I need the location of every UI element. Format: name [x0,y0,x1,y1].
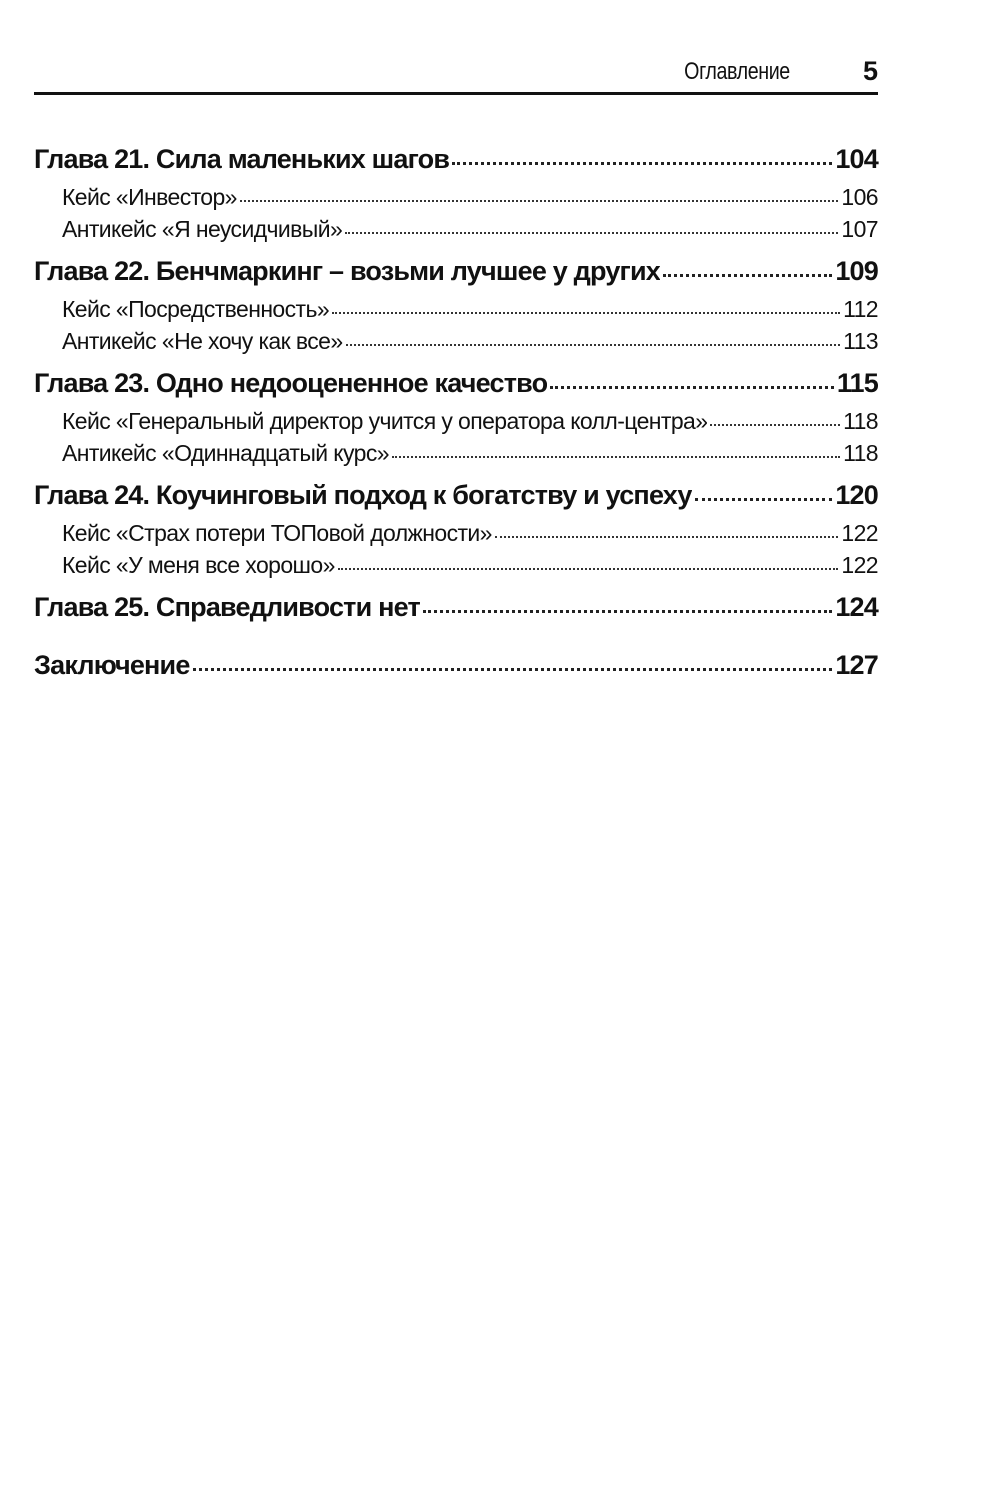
toc-chapter-23 [34,368,878,408]
toc-entry-page: 115 [836,368,878,398]
toc-chapter-21 [34,144,878,184]
toc-entry-page: 124 [835,592,878,622]
toc-case [34,520,878,552]
toc-entry-page: 120 [835,480,878,510]
toc-entry-title: Глава 25. Справедливости нет [34,592,420,622]
toc-conclusion [34,650,878,690]
toc-entry-page: 122 [841,552,878,578]
toc-entry-title: Антикейс «Не хочу как все» [62,328,343,354]
toc-entry-title: Кейс «Страх потери ТОПовой должности» [62,520,492,546]
dot-leader [392,456,840,458]
toc-anticase [34,328,878,360]
toc-entry-page: 118 [843,440,878,466]
toc-anticase [34,440,878,472]
dot-leader [240,200,839,202]
toc-chapter-24 [34,480,878,520]
section-title: Оглавление [684,58,790,85]
dot-leader [452,162,832,165]
toc-anticase [34,216,878,248]
dot-leader [193,668,833,671]
toc-entry-title: Глава 23. Одно недооцененное качество [34,368,548,398]
dot-leader [423,610,832,613]
toc-entry-page: 107 [841,216,878,242]
toc-entry-page: 113 [843,328,878,354]
toc-entry-page: 127 [835,650,878,680]
toc-entry-title: Кейс «Генеральный директор учится у оператора колл-центра» [62,408,708,434]
page-number: 5 [862,56,878,86]
toc-entry-title: Глава 24. Коучинговый подход к богатству и успеху [34,480,692,510]
dot-leader [345,232,838,234]
dot-leader [663,274,832,277]
dot-leader [332,312,840,314]
toc-entry-title: Антикейс «Одиннадцатый курс» [62,440,389,466]
toc-entry-page: 112 [843,296,878,322]
toc-entry-page: 122 [841,520,878,546]
dot-leader [495,536,839,538]
table-of-contents [34,140,878,690]
dot-leader [338,568,839,570]
dot-leader [550,386,834,389]
toc-case [34,552,878,584]
toc-case [34,184,878,216]
toc-entry-title: Кейс «Посредственность» [62,296,330,322]
toc-entry-page: 109 [835,256,878,286]
toc-entry-page: 106 [841,184,878,210]
toc-entry-title: Глава 21. Сила маленьких шагов [34,144,450,174]
dot-leader [710,424,840,426]
toc-entry-page: 104 [835,144,878,174]
toc-entry-title: Кейс «У меня все хорошо» [62,552,335,578]
toc-chapter-22 [34,256,878,296]
toc-entry-title: Глава 22. Бенчмаркинг – возьми лучшее у других [34,256,661,286]
toc-case [34,296,878,328]
toc-entry-title: Кейс «Инвестор» [62,184,237,210]
toc-chapter-25 [34,592,878,632]
toc-entry-page: 118 [843,408,878,434]
running-header [34,56,878,95]
dot-leader [695,498,833,501]
toc-entry-title: Заключение [34,650,190,680]
toc-case [34,408,878,440]
dot-leader [346,344,841,346]
toc-entry-title: Антикейс «Я неусидчивый» [62,216,343,242]
